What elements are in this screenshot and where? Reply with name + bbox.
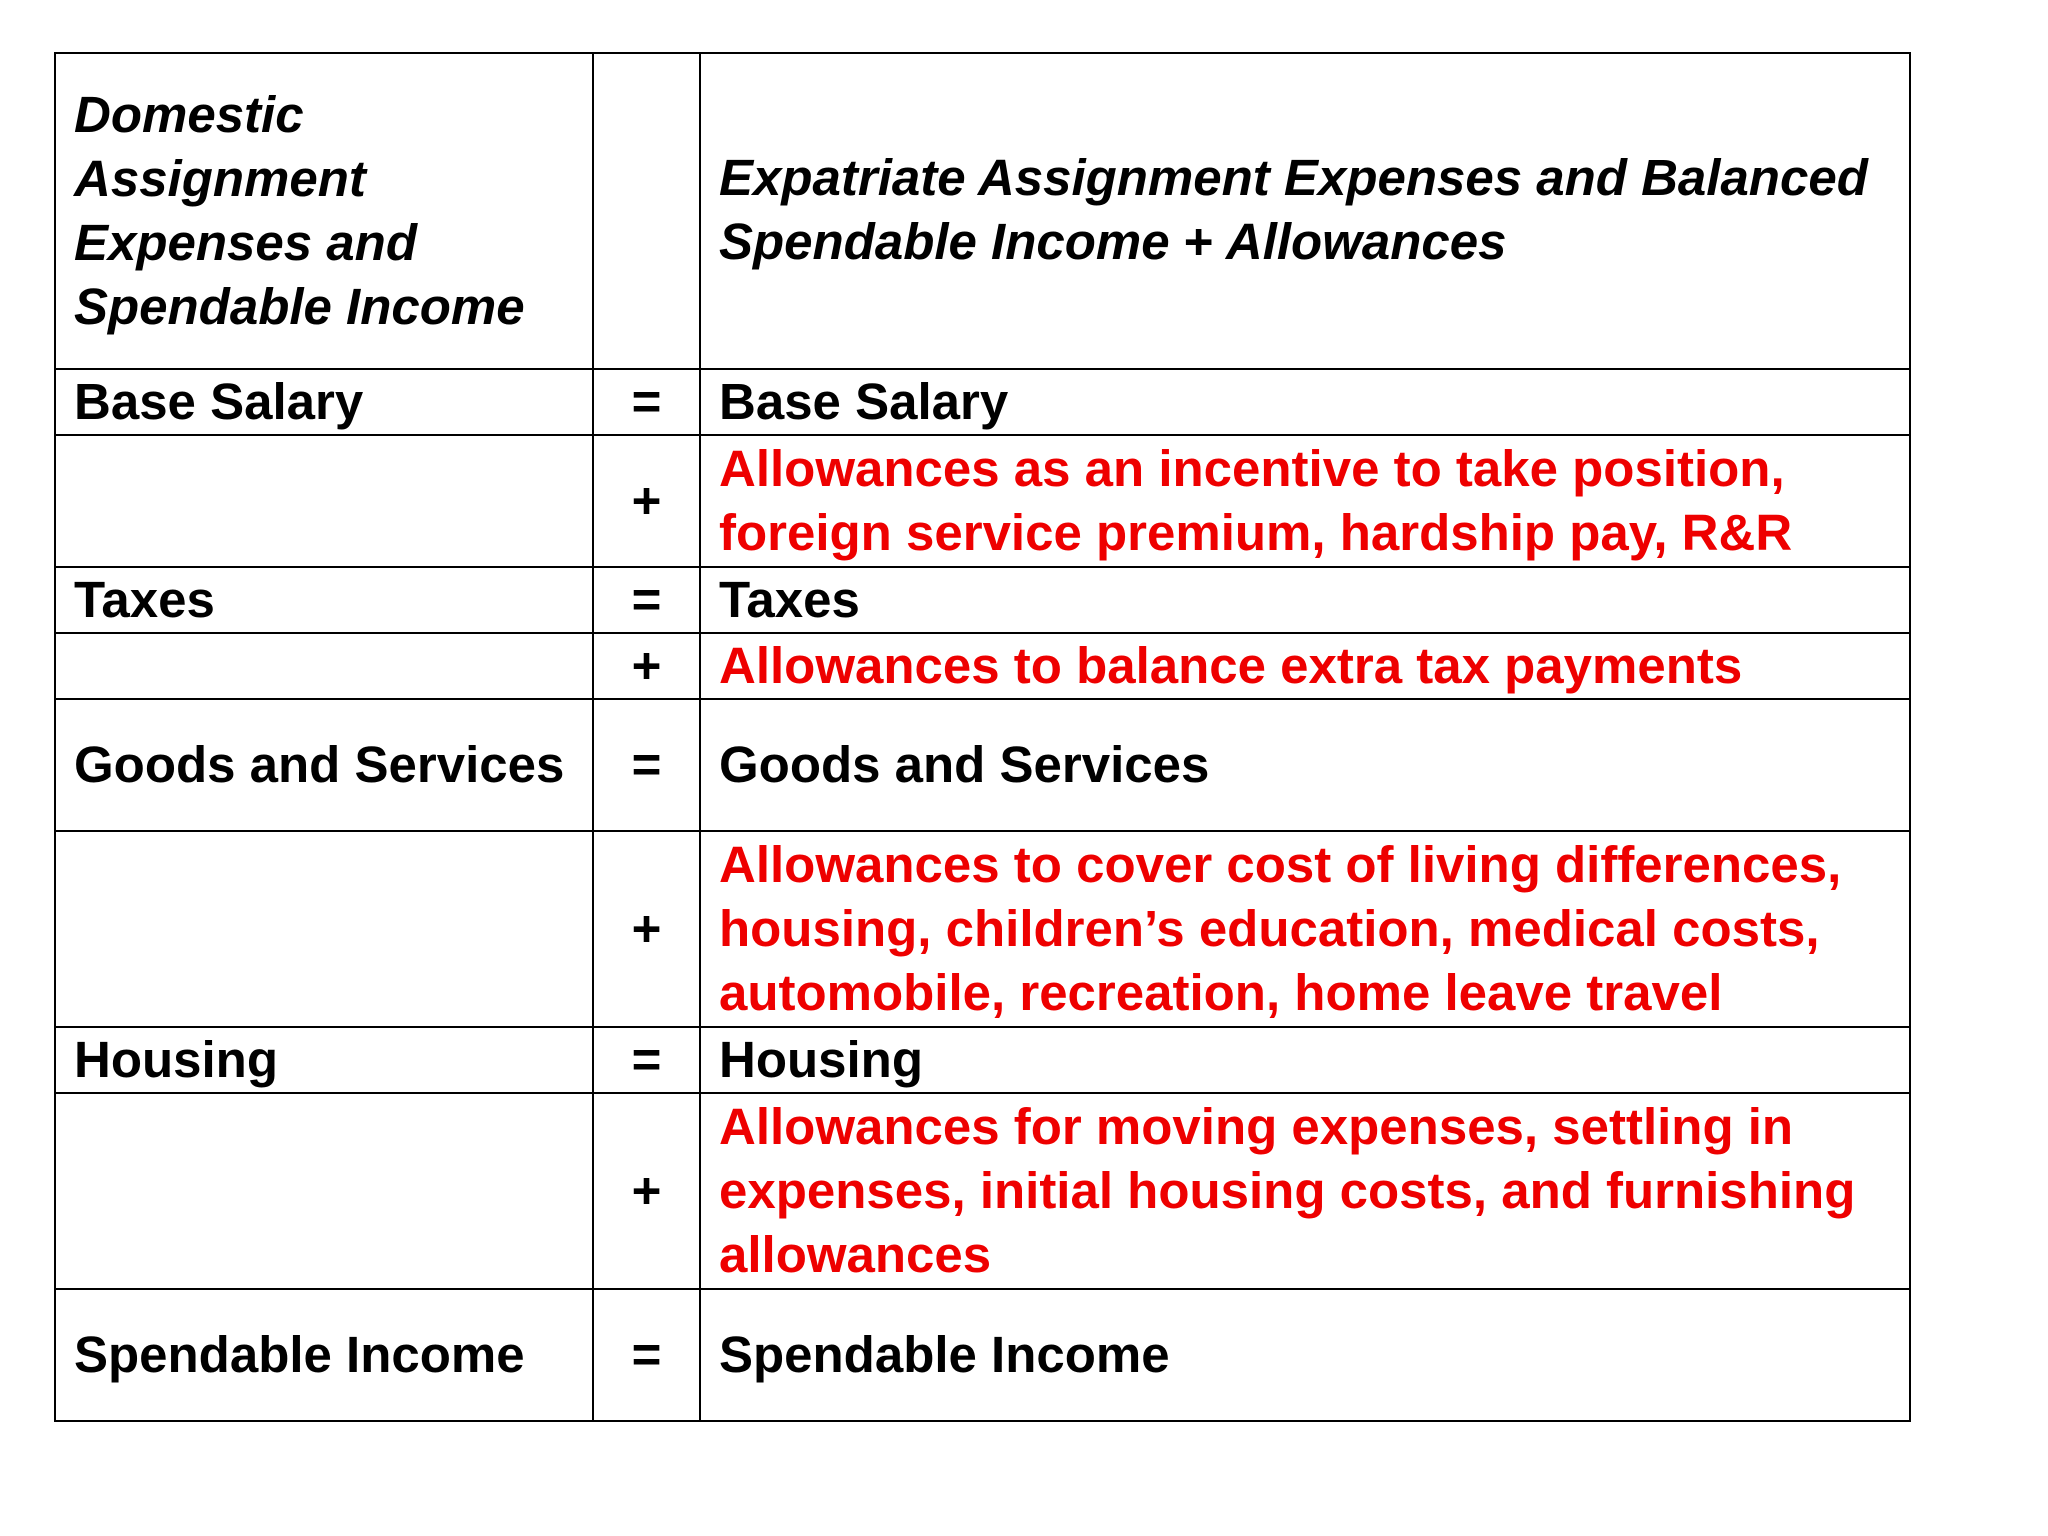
table-row	[55, 567, 1910, 633]
plus-sign: +	[593, 633, 700, 699]
table-row	[55, 633, 1910, 699]
domestic-cell: Goods and Services	[55, 699, 593, 831]
table-row	[55, 699, 1910, 831]
expatriate-cell: Goods and Services	[700, 699, 1910, 831]
domestic-cell: Spendable Income	[55, 1289, 593, 1421]
allowance-cell: Allowances to cover cost of living differences, housing, children’s education, medical costs, automobile, recreation, home leave travel	[700, 831, 1910, 1027]
header-operator	[593, 53, 700, 369]
table-row	[55, 1027, 1910, 1093]
allowance-cell: Allowances to balance extra tax payments	[700, 633, 1910, 699]
equals-sign: =	[593, 699, 700, 831]
table-header-row	[55, 53, 1910, 369]
header-expatriate-part2: Allowances	[1225, 213, 1507, 270]
expatriate-cell: Spendable Income	[700, 1289, 1910, 1421]
domestic-cell: Taxes	[55, 567, 593, 633]
header-expatriate	[700, 53, 1910, 369]
header-expatriate-part1: Expatriate Assignment Expenses and Balanced Spendable Income	[719, 149, 1868, 270]
header-plus-sign: +	[1183, 213, 1214, 270]
table-row	[55, 369, 1910, 435]
equals-sign: =	[593, 567, 700, 633]
domestic-cell: Base Salary	[55, 369, 593, 435]
allowance-cell: Allowances as an incentive to take position, foreign service premium, hardship pay, R&R	[700, 435, 1910, 567]
allowance-balance-table	[54, 52, 1911, 1422]
plus-sign: +	[593, 831, 700, 1027]
table-row	[55, 1289, 1910, 1421]
table-row	[55, 1093, 1910, 1289]
domestic-cell	[55, 1093, 593, 1289]
equals-sign: =	[593, 369, 700, 435]
equals-sign: =	[593, 1289, 700, 1421]
allowance-cell: Allowances for moving expenses, settling in expenses, initial housing costs, and furnishing allowances	[700, 1093, 1910, 1289]
plus-sign: +	[593, 1093, 700, 1289]
domestic-cell	[55, 435, 593, 567]
domestic-cell: Housing	[55, 1027, 593, 1093]
domestic-cell	[55, 633, 593, 699]
table-row	[55, 831, 1910, 1027]
domestic-cell	[55, 831, 593, 1027]
expatriate-cell: Base Salary	[700, 369, 1910, 435]
expatriate-cell: Housing	[700, 1027, 1910, 1093]
plus-sign: +	[593, 435, 700, 567]
header-domestic: Domestic Assignment Expenses and Spendable Income	[55, 53, 593, 369]
table-row	[55, 435, 1910, 567]
equals-sign: =	[593, 1027, 700, 1093]
expatriate-cell: Taxes	[700, 567, 1910, 633]
